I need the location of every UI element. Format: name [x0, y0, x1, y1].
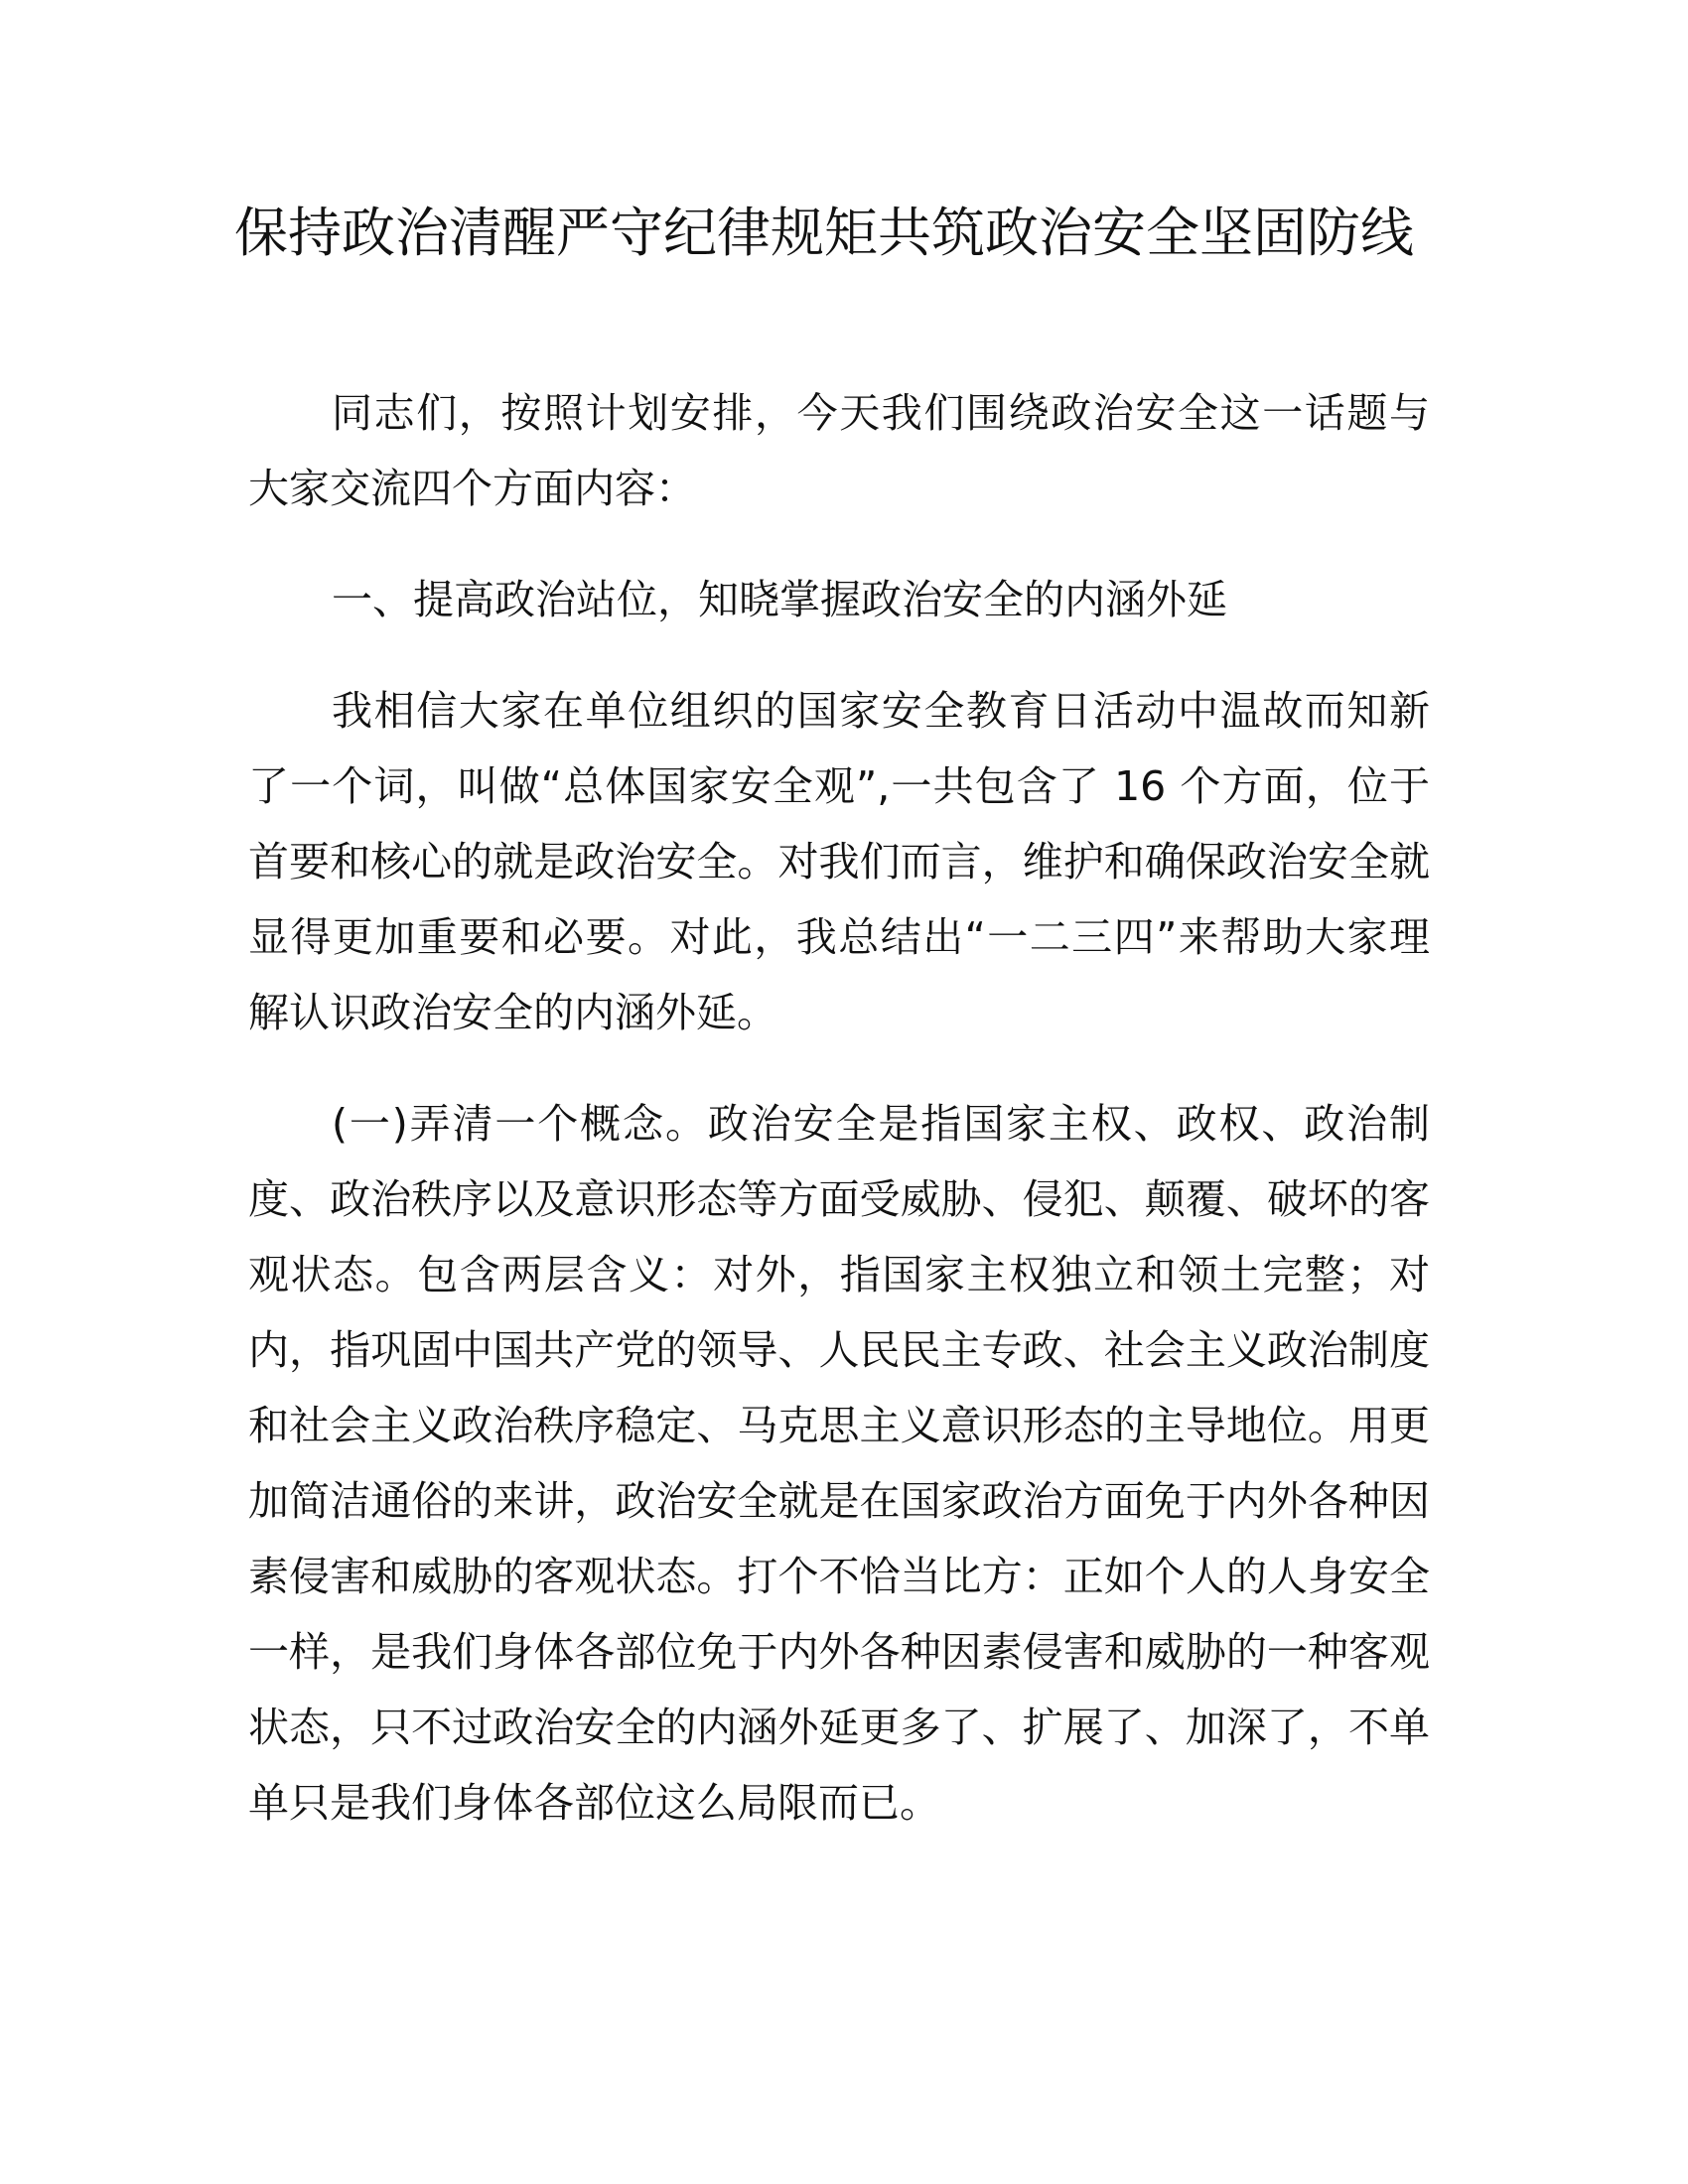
- body-paragraph: 我相信大家在单位组织的国家安全教育日活动中温故而知新了一个词，叫做“总体国家安全观”,一共包含了 16 个方面，位于首要和核心的就是政治安全。对我们而言，维护和确保政治安全就显得更加重要和必要。对此，我总结出“一二三四”来帮助大家理解认识政治安全的内涵外延。: [248, 687, 1430, 1036]
- document-body: [248, 375, 1430, 1876]
- intro-paragraph: 同志们，按照计划安排，今天我们围绕政治安全这一话题与大家交流四个方面内容：: [248, 389, 1430, 512]
- section-heading: 一、提高政治站位，知晓掌握政治安全的内涵外延: [332, 576, 1227, 623]
- subsection-paragraph: (一)弄清一个概念。政治安全是指国家主权、政权、政治制度、政治秩序以及意识形态等方面受威胁、侵犯、颠覆、破坏的客观状态。包含两层含义：对外，指国家主权独立和领土完整；对内，指巩固中国共产党的领导、人民民主专政、社会主义政治制度和社会主义政治秩序稳定、马克思主义意识形态的主导地位。用更加简洁通俗的来讲，政治安全就是在国家政治方面免于内外各种因素侵害和威胁的客观状态。打个不恰当比方：正如个人的人身安全一样，是我们身体各部位免于内外各种因素侵害和威胁的一种客观状态，只不过政治安全的内涵外延更多了、扩展了、加深了，不单单只是我们身体各部位这么局限而已。: [248, 1100, 1430, 1827]
- document-title: 保持政治清醒严守纪律规矩共筑政治安全坚固防线: [234, 202, 1414, 264]
